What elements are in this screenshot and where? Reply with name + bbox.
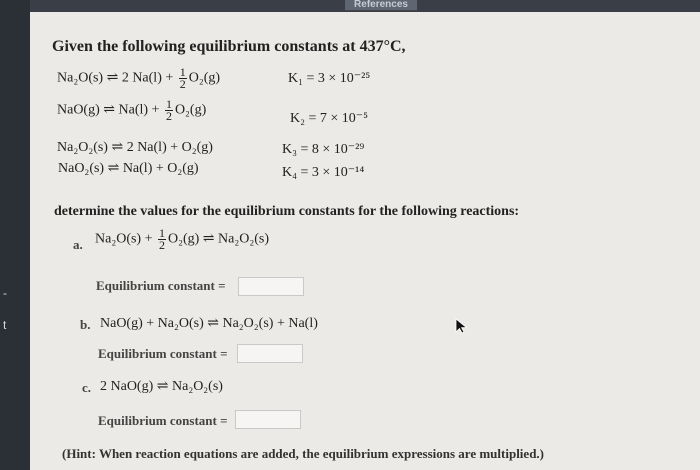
fraction-denominator: 2 (179, 77, 186, 91)
fraction (179, 67, 187, 90)
part-c-label: c. (82, 380, 92, 395)
mouse-cursor-icon (455, 318, 469, 334)
part-a-label: a. (73, 237, 83, 252)
part-a-equation (95, 228, 269, 251)
hint-text: (Hint: When reaction equations are added, the equilibrium expressions are multiplied.) (62, 446, 544, 461)
part-a-rhs: O₂(g) ⇌ Na₂O₂(s) (167, 231, 269, 247)
fraction (165, 99, 173, 122)
part-b-answer-input[interactable] (237, 344, 303, 363)
given-k-3: K₃ = 8 × 10⁻²⁹ (282, 142, 365, 157)
given-2-rhs: O₂(g) (174, 102, 207, 118)
given-k-1: K₁ = 3 × 10⁻²⁵ (288, 71, 371, 86)
fraction-denominator: 2 (158, 238, 165, 252)
part-a-answer-label: Equilibrium constant = (96, 278, 226, 293)
fraction-numerator: 1 (179, 65, 186, 79)
given-k-2: K₂ = 7 × 10⁻⁵ (290, 111, 369, 126)
part-b-label: b. (80, 317, 91, 332)
references-button[interactable]: References (345, 0, 417, 11)
intro-text: Given the following equilibrium constants at 437°C, (52, 38, 406, 55)
given-equation-1 (57, 67, 220, 90)
edge-mark-2: t (3, 318, 7, 332)
part-b-equation: NaO(g) + Na₂O(s) ⇌ Na₂O₂(s) + Na(l) (100, 316, 318, 331)
part-a-answer-input[interactable] (238, 277, 304, 296)
given-2-lhs: NaO(g) ⇌ Na(l) + (57, 102, 163, 118)
given-1-rhs: O₂(g) (188, 70, 221, 86)
edge-mark-1: - (3, 286, 7, 300)
part-c-answer-label: Equilibrium constant = (98, 413, 228, 428)
given-equation-4: NaO₂(s) ⇌ Na(l) + O₂(g) (58, 161, 199, 176)
left-window-edge (0, 0, 30, 470)
fraction-denominator: 2 (165, 109, 172, 123)
fraction (158, 228, 166, 251)
fraction-numerator: 1 (158, 226, 165, 240)
part-c-answer-input[interactable] (235, 410, 301, 429)
given-equation-3: Na₂O₂(s) ⇌ 2 Na(l) + O₂(g) (57, 140, 213, 155)
given-equation-2 (57, 99, 206, 122)
given-k-4: K₄ = 3 × 10⁻¹⁴ (282, 165, 365, 180)
fraction-numerator: 1 (165, 97, 172, 111)
part-c-equation: 2 NaO(g) ⇌ Na₂O₂(s) (100, 379, 223, 394)
instruction-text: determine the values for the equilibrium constants for the following reactions: (54, 204, 520, 219)
part-a-lhs: Na₂O(s) + (95, 231, 156, 247)
given-1-lhs: Na₂O(s) ⇌ 2 Na(l) + (57, 70, 177, 86)
part-b-answer-label: Equilibrium constant = (98, 346, 228, 361)
